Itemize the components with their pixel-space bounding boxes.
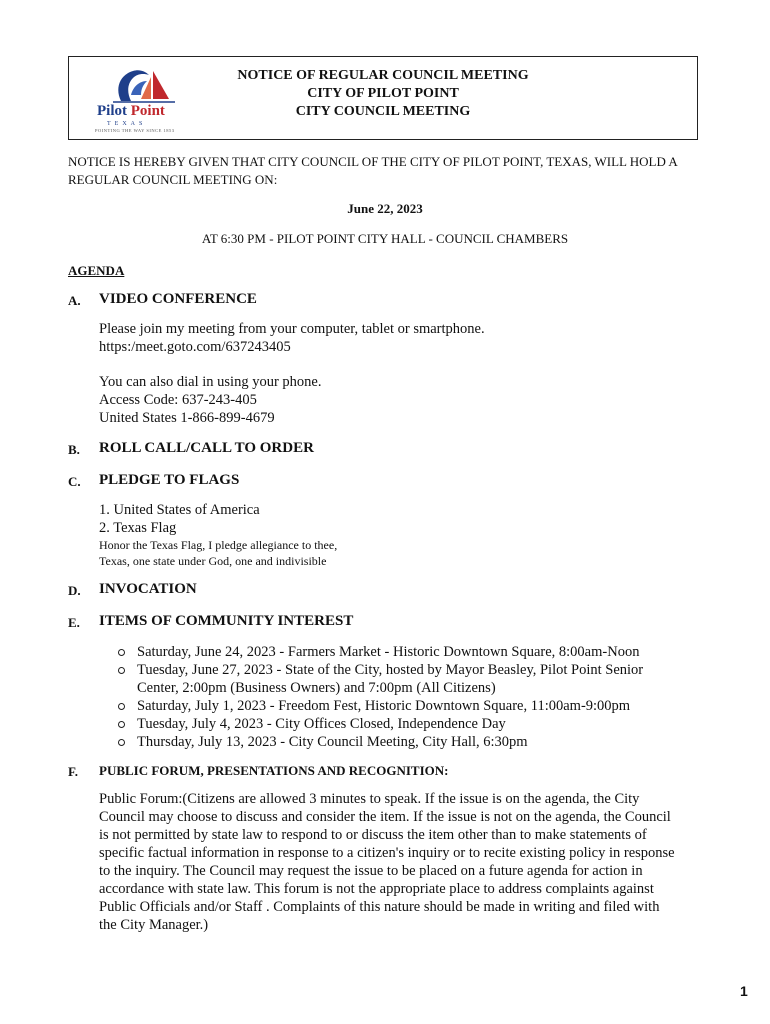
access-code: Access Code: 637-243-405 [99, 392, 257, 408]
pilot-point-logo [95, 65, 187, 135]
meeting-link[interactable]: https:/meet.goto.com/637243405 [99, 339, 291, 355]
dial-in-number: United States 1-866-899-4679 [99, 410, 275, 426]
logo-tagline: POINTING THE WAY SINCE 1853 [95, 128, 175, 133]
section-a-title: VIDEO CONFERENCE [99, 291, 257, 307]
bullet-icon [118, 703, 125, 710]
event-text: Saturday, July 1, 2023 - Freedom Fest, Historic Downtown Square, 11:00am-9:00pm [137, 698, 631, 714]
section-a-letter: A. [68, 293, 81, 308]
section-c-letter: C. [68, 474, 81, 489]
list-item [118, 733, 678, 751]
section-a-line-1: Please join my meeting from your computer, tablet or smartphone. [99, 321, 485, 337]
section-e-title: ITEMS OF COMMUNITY INTEREST [99, 613, 354, 629]
texas-pledge-line-1: Honor the Texas Flag, I pledge allegiance to thee, [99, 538, 338, 552]
header-line-2: CITY OF PILOT POINT [307, 86, 459, 101]
flag-item-1: 1. United States of America [99, 502, 260, 518]
section-d-letter: D. [68, 583, 81, 598]
section-b-title: ROLL CALL/CALL TO ORDER [99, 440, 314, 456]
logo-name: Pilot [97, 103, 127, 119]
section-e-letter: E. [68, 615, 80, 630]
event-text: Tuesday, June 27, 2023 - State of the City, hosted by Mayor Beasley, Pilot Point Senior Center, 2:00pm (Business Owners) and 7:00pm (All Citizens) [137, 662, 644, 696]
section-a-line-3: You can also dial in using your phone. [99, 374, 322, 390]
header-line-3: CITY COUNCIL MEETING [295, 104, 471, 119]
list-item [118, 715, 678, 733]
community-events-list [118, 643, 678, 751]
agenda-heading: AGENDA [68, 263, 125, 278]
header-title [189, 67, 577, 121]
public-forum-text: Public Forum:(Citizens are allowed 3 minutes to speak. If the issue is on the agenda, the City Council may choose to discuss and consider the item. If the issue is not on the agenda, the Council is not permitted by state law to respond to or discuss the item other than to make statements of specific factual information in response to a citizen's inquiry or to recite existing policy in response to the inquiry. The Council may request the issue to be placed on a future agenda for action in accordance with state law. This forum is not the appropriate place to address complaints against Public Officials and/or Staff . Complaints of this nature should be made in writing and filed with the City Manager.) [99, 791, 675, 933]
list-item [118, 697, 678, 715]
notice-text: NOTICE IS HEREBY GIVEN THAT CITY COUNCIL OF THE CITY OF PILOT POINT, TEXAS, WILL HOLD A REGULAR COUNCIL MEETING ON: [68, 154, 678, 187]
flag-item-2: 2. Texas Flag [99, 520, 177, 536]
header-line-1: NOTICE OF REGULAR COUNCIL MEETING [237, 68, 529, 83]
horse-sail-icon [109, 65, 179, 105]
logo-state: TEXAS [107, 121, 147, 127]
list-item [118, 643, 678, 661]
bullet-icon [118, 667, 125, 674]
logo-name-2: Point [130, 103, 165, 119]
page-number: 1 [740, 983, 748, 999]
event-text: Tuesday, July 4, 2023 - City Offices Closed, Independence Day [137, 716, 506, 732]
meeting-date: June 22, 2023 [347, 201, 423, 216]
section-f-title: PUBLIC FORUM, PRESENTATIONS AND RECOGNITION: [99, 763, 449, 778]
bullet-icon [118, 649, 125, 656]
texas-pledge-line-2: Texas, one state under God, one and indivisible [99, 554, 327, 568]
logo-wordmark [97, 103, 165, 120]
bullet-icon [118, 739, 125, 746]
section-f-letter: F. [68, 764, 78, 779]
section-c-title: PLEDGE TO FLAGS [99, 472, 240, 488]
list-item [118, 661, 678, 697]
meeting-time-location: AT 6:30 PM - PILOT POINT CITY HALL - COUNCIL CHAMBERS [201, 231, 569, 246]
section-d-title: INVOCATION [99, 581, 197, 597]
event-text: Saturday, June 24, 2023 - Farmers Market - Historic Downtown Square, 8:00am-Noon [137, 644, 640, 660]
event-text: Thursday, July 13, 2023 - City Council Meeting, City Hall, 6:30pm [137, 734, 528, 750]
bullet-icon [118, 721, 125, 728]
section-b-letter: B. [68, 442, 80, 457]
header-box [68, 56, 698, 140]
